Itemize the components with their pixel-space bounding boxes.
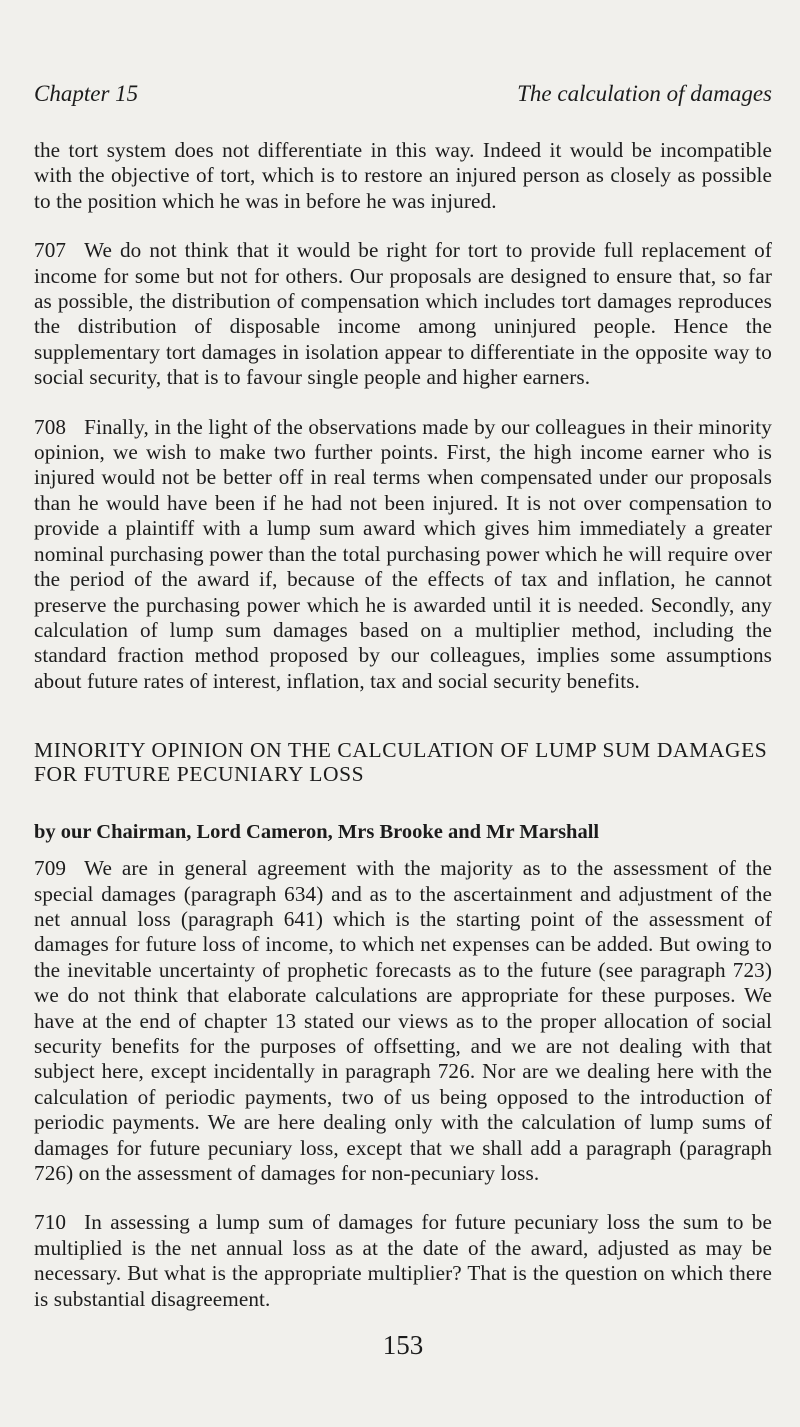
paragraph-707: 707 We do not think that it would be right for tort to provide full replacement of income for some but not for others. Our proposals are designed to ensure that, so far as possible, the distribution of compensation which includes tort damages reproduces the distribution of disposable income among uninjured people. Hence the supplementary tort damages in isolation appear to differentiate in the opposite way to social security, that is to favour single people and higher earners.: [34, 238, 772, 390]
paragraph-number: 709: [34, 856, 67, 881]
paragraph-number: 707: [34, 238, 67, 263]
paragraph-number: 710: [34, 1210, 67, 1235]
paragraph-709: 709 We are in general agreement with the majority as to the assessment of the special damages (paragraph 634) and as to the ascertainment and adjustment of the net annual loss (paragraph 641) which is the starting point of the assessment of damages for future loss of income, to which net expenses can be added. But owing to the inevitable uncertainty of prophetic forecasts as to the future (see paragraph 723) we do not think that elaborate calculations are appropriate for these purposes. We have at the end of chapter 13 stated our views as to the proper allocation of social security benefits for the purposes of offsetting, and we are not dealing with that subject here, except incidentally in paragraph 726. Nor are we dealing here with the calculation of periodic payments, two of us being opposed to the introduction of periodic payments. We are here dealing only with the calculation of lump sums of damages for future pecuniary loss, except that we shall add a paragraph (paragraph 726) on the assessment of damages for non-pecuniary loss.: [34, 856, 772, 1185]
paragraph-number: 708: [34, 414, 67, 439]
paragraph-708: 708 Finally, in the light of the observations made by our colleagues in their minority opinion, we wish to make two further points. First, the high income earner who is injured would not be better off in real terms when compensated under our proposals than he would have been if he had not been injured. It is not over compensation to provide a plaintiff with a lump sum award which gives him immediately a greater nominal purchasing power than the total purchasing power which he will require over the period of the award if, because of the effects of tax and inflation, he cannot preserve the purchasing power which he is awarded until it is needed. Secondly, any calculation of lump sum damages based on a multiplier method, including the standard fraction method proposed by our colleagues, implies some assumptions about future rates of interest, inflation, tax and social security benefits.: [34, 414, 772, 693]
paragraph-710: 710 In assessing a lump sum of damages for future pecuniary loss the sum to be multiplied is the net annual loss as at the date of the award, adjusted as may be necessary. But what is the appropriate multiplier? That is the question on which there is substantial disagreement.: [34, 1210, 772, 1311]
section-heading: MINORITY OPINION ON THE CALCULATION OF LUMP SUM DAMAGES FOR FUTURE PECUNIARY LOSS: [34, 738, 768, 787]
chapter-title: The calculation of damages: [517, 81, 772, 106]
chapter-label: Chapter 15: [34, 81, 139, 106]
paragraph-continued: the tort system does not differentiate in this way. Indeed it would be incompatible with the objective of tort, which is to restore an injured person as closely as possible to the position which he was in before he was injured.: [34, 138, 772, 213]
section-byline: by our Chairman, Lord Cameron, Mrs Brooke and Mr Marshall: [34, 821, 600, 844]
running-header: [34, 80, 772, 108]
page-number: 153: [382, 1330, 424, 1361]
